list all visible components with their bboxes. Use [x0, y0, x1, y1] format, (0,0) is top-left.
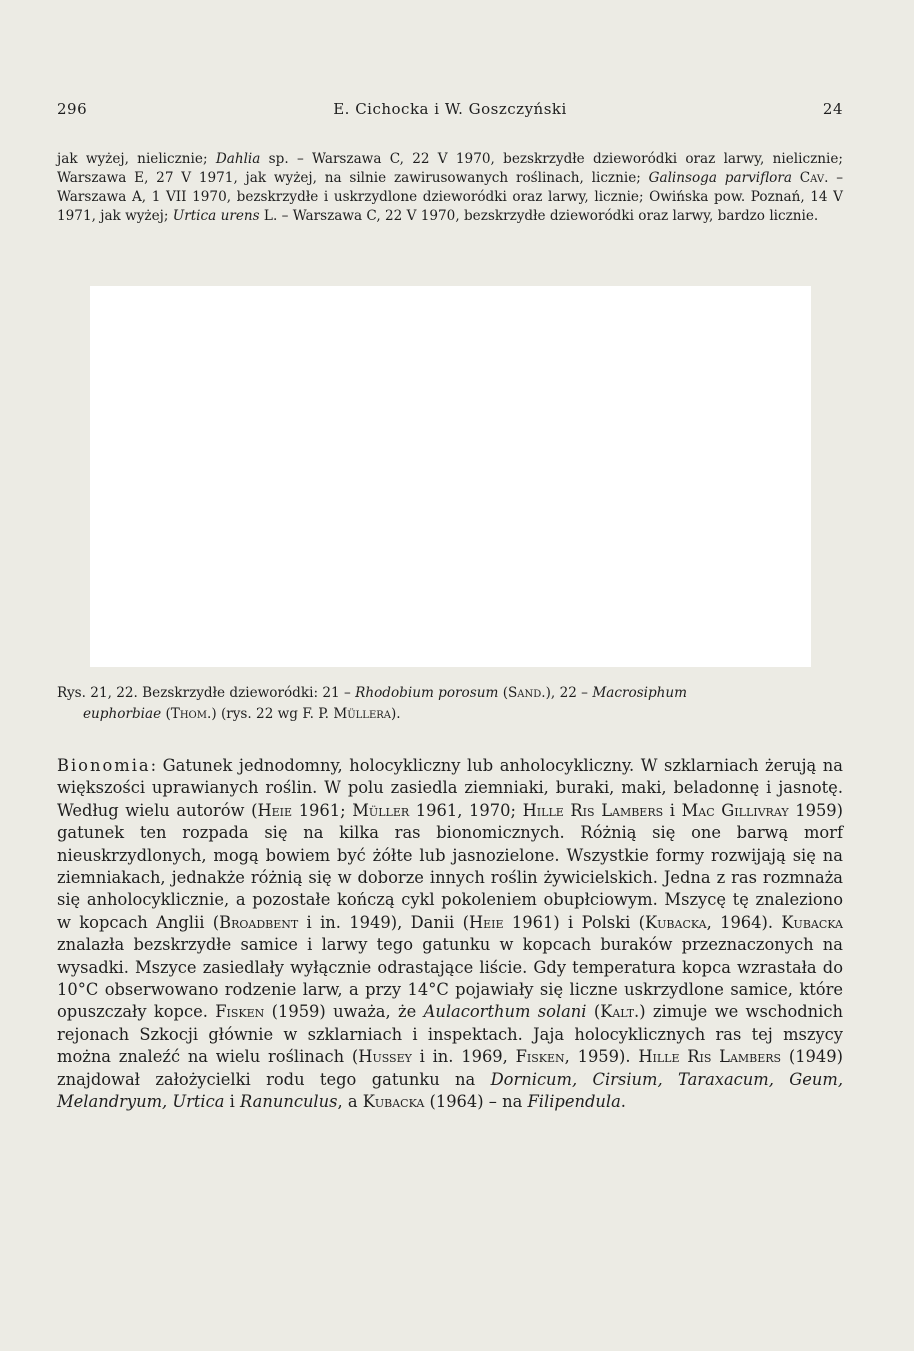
taxon-name: Dahlia: [215, 151, 261, 167]
taxon-name: Aulacorthum solani: [423, 1002, 587, 1022]
figure-caption: [57, 683, 843, 725]
caption-text: , 22 –: [550, 685, 593, 701]
locality-paragraph: [57, 150, 843, 226]
text-span: – Warszawa A, 1 VII 1970, bezskrzydłe i uskrzydlone dzieworódki oraz larwy, licznie; Owińska pow. Poznań, 14 V 1971, jak wyżej;: [57, 170, 843, 224]
text-span: jak wyżej, nielicznie;: [57, 151, 216, 167]
text-span: (1949) znajdował założycielki rodu tego gatunku na: [57, 1047, 843, 1089]
figure-blank-area: [90, 286, 811, 667]
author-name: Hille Ris Lambers: [638, 1047, 782, 1067]
text-span: i: [224, 1092, 241, 1112]
text-span: ) zimuje we wschodnich rejonach Szkocji głównie w szklarniach i inspektach. Jaja holocyklicznych ras tej mszycy można znaleźć na wielu roślinach (: [57, 1002, 843, 1067]
issue-number: 24: [822, 100, 843, 118]
author-name: (Thom.): [165, 706, 217, 722]
text-span: .: [620, 1092, 626, 1112]
bionomia-paragraph: [57, 755, 843, 1114]
author-name: Cav.: [799, 170, 829, 186]
section-heading: Bionomia: [57, 756, 151, 775]
caption-text: ).: [391, 706, 401, 722]
text-span: i in. 1949), Danii (: [298, 912, 469, 932]
author-name: (Sand.): [502, 685, 551, 701]
author-name: Broadbent: [219, 912, 299, 932]
author-name: Hille Ris Lambers: [522, 800, 664, 820]
caption-text: Rys. 21, 22. Bezskrzydłe dzieworódki: 21 –: [57, 685, 356, 701]
author-name: Hussey: [358, 1047, 412, 1067]
text-span: , a: [337, 1092, 363, 1112]
taxon-name: euphorbiae: [83, 706, 162, 722]
text-span: 1961, 1970;: [409, 800, 523, 820]
author-name: Müller: [352, 800, 410, 820]
taxon-name: Dornicum, Cirsium, Taraxacum, Geum, Melandryum, Urtica: [57, 1069, 843, 1112]
text-span: i: [663, 800, 682, 820]
taxon-name: Ranunculus: [240, 1092, 338, 1112]
text-span: znalazła bezskrzydłe samice i larwy tego gatunku w kopcach buraków przeznaczonych na wysadki. Mszyce zasiedlały wyłącznie odrastające liście. Gdy temperatura kopca wzrastała do 10°C obserwowano rodzenie larw, a przy 14°C pojawiały się liczne uskrzydlone samice, które opuszczały kopce.: [57, 935, 843, 1022]
author-name: Heie: [468, 912, 504, 932]
running-head: [57, 100, 843, 118]
text-span: (1959) uważa, że: [264, 1002, 424, 1022]
taxon-name: Galinsoga parviflora: [648, 170, 792, 186]
author-name: Fisken: [515, 1047, 565, 1067]
running-head-authors: E. Cichocka i W. Goszczyński: [333, 100, 567, 118]
author-name: Fisken: [215, 1002, 265, 1022]
text-span: 1961) i Polski (: [503, 912, 645, 932]
taxon-name: Urtica urens: [172, 208, 260, 224]
author-name: Kubacka: [781, 912, 843, 932]
taxon-name: Filipendula: [527, 1092, 621, 1112]
author-name: Mac Gillivray: [681, 800, 789, 820]
page-number: 296: [57, 100, 88, 118]
author-name: Kubacka: [644, 912, 707, 932]
taxon-name: Macrosiphum: [592, 685, 688, 701]
author-name: Kubacka: [362, 1092, 425, 1112]
text-span: , 1959).: [564, 1047, 639, 1067]
text-span: 1959) gatunek ten rozpada się na kilka ras bionomicznych. Różnią się one barwą morf nieuskrzydlonych, mogą bowiem być żółte lub jasnozielone. Wszystkie formy rozwijają się na ziemniakach, jednakże różnią się w doborze innych roślin żywicielskich. Jedna z ras rozmnaża się anholocyklicznie, a pozostałe kończą cykl pokoleniem obupłciowym. Mszycę tę znaleziono w kopcach Anglii (: [57, 800, 844, 932]
text-span: sp. – Warszawa C, 22 V 1970, bezskrzydłe dzieworódki oraz larwy, nielicznie; Warszawa E, 27 V 1971, jak wyżej, na silnie zawirusowanych roślinach, licznie;: [57, 151, 843, 186]
text-span: (: [586, 1002, 601, 1022]
text-span: , 1964).: [706, 912, 782, 932]
text-span: i in. 1969,: [411, 1047, 516, 1067]
author-name: Kalt.: [600, 1002, 640, 1022]
text-span: L. – Warszawa C, 22 V 1970, bezskrzydłe dzieworódki oraz larwy, bardzo licznie.: [259, 208, 819, 224]
caption-text: (rys. 22 wg F. P.: [216, 706, 334, 722]
author-name: Heie: [257, 800, 293, 820]
taxon-name: Rhodobium porosum: [355, 685, 499, 701]
text-span: : Gatunek jednodomny, holocykliczny lub anholocykliczny. W szklarniach żerują na większości uprawianych roślin. W polu zasiedla ziemniaki, buraki, maki, beladonnę i jasnotę. Według wielu autorów (: [57, 756, 843, 820]
text-span: 1961;: [292, 800, 353, 820]
author-name: Müllera: [333, 706, 391, 722]
text-span: (1964) – na: [424, 1092, 528, 1112]
